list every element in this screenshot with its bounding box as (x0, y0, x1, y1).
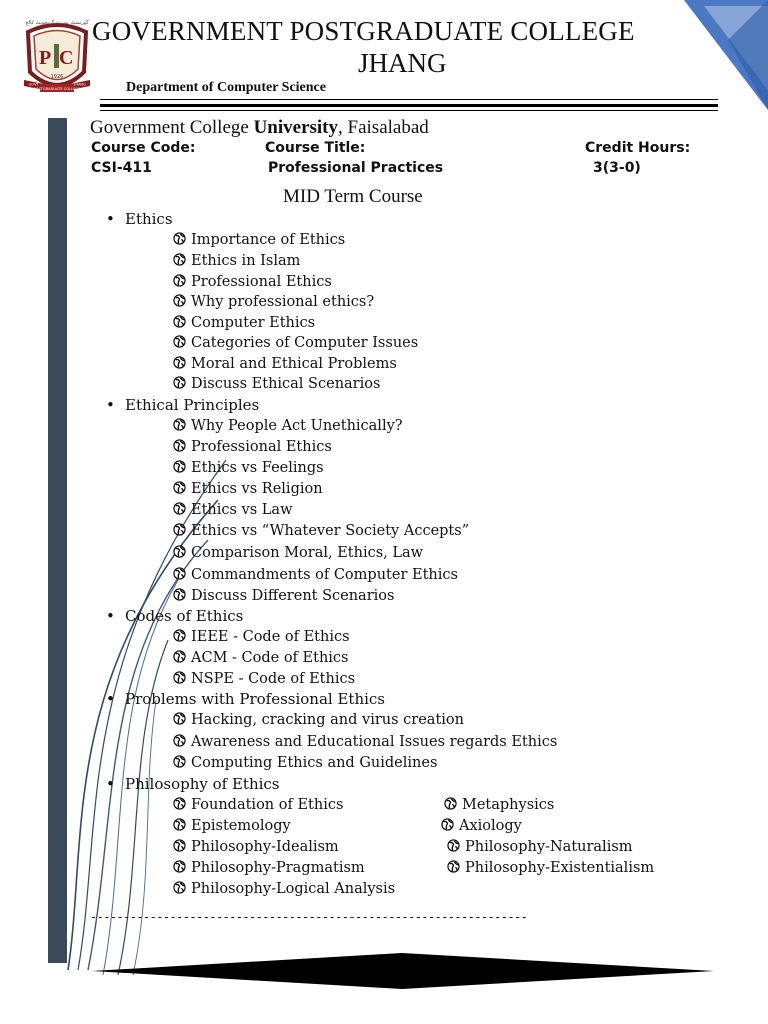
list-item: Axiology (441, 818, 522, 834)
svg-text:گورنمنٹ پوسٹ گریجویٹ کالج: گورنمنٹ پوسٹ گریجویٹ کالج (25, 20, 89, 26)
college-city: JHANG (358, 48, 447, 78)
globe-icon (173, 356, 186, 369)
svg-text:GOVT.: GOVT. (28, 82, 40, 87)
topic-heading: • Codes of Ethics (106, 607, 244, 625)
list-item: Foundation of Ethics (173, 797, 343, 813)
svg-text:1926: 1926 (50, 74, 64, 80)
list-item: Hacking, cracking and virus creation (173, 712, 464, 728)
course-code-label: Course Code: (91, 140, 196, 156)
globe-icon (173, 545, 186, 558)
list-item: Ethics vs Law (173, 502, 293, 518)
globe-icon (173, 671, 186, 684)
list-item: Awareness and Educational Issues regards Ethics (173, 734, 557, 750)
header-rule-middle (100, 104, 718, 107)
list-item: Metaphysics (444, 797, 554, 813)
globe-icon (447, 860, 460, 873)
list-item: Epistemology (173, 818, 291, 834)
globe-icon (173, 315, 186, 328)
bullet-icon: • (106, 775, 115, 793)
header-rule-bottom (100, 110, 718, 111)
list-item: Philosophy-Existentialism (447, 860, 654, 876)
footer-diamond-divider (92, 953, 714, 989)
topic-heading: • Ethical Principles (106, 396, 260, 414)
decorative-swoosh (48, 440, 228, 980)
course-title: Professional Practices (268, 160, 444, 176)
globe-icon (173, 650, 186, 663)
list-item: Ethics vs “Whatever Society Accepts” (173, 523, 469, 539)
bullet-icon: • (106, 210, 115, 228)
bullet-icon: • (106, 607, 115, 625)
globe-icon (173, 588, 186, 601)
globe-icon (173, 860, 186, 873)
list-item: Computing Ethics and Guidelines (173, 755, 437, 771)
list-item: IEEE - Code of Ethics (173, 629, 350, 645)
globe-icon (173, 460, 186, 473)
globe-icon (173, 567, 186, 580)
term-heading: MID Term Course (283, 186, 423, 207)
globe-icon (173, 881, 186, 894)
globe-icon (173, 523, 186, 536)
globe-icon (173, 439, 186, 452)
globe-icon (173, 253, 186, 266)
list-item: ACM - Code of Ethics (173, 650, 348, 666)
list-item: Moral and Ethical Problems (173, 356, 397, 372)
credit-hours: 3(3-0) (593, 160, 641, 176)
list-item: Philosophy-Idealism (173, 839, 339, 855)
course-title-label: Course Title: (265, 140, 366, 156)
university-name: Government College University, Faisalabad (90, 117, 429, 138)
credit-hours-label: Credit Hours: (585, 140, 691, 156)
globe-icon (173, 734, 186, 747)
college-title: GOVERNMENT POSTGRADUATE COLLEGE (92, 16, 635, 46)
globe-icon (173, 335, 186, 348)
list-item: Ethics vs Religion (173, 481, 323, 497)
list-item: Why professional ethics? (173, 294, 374, 310)
svg-text:POSTGRADUATE COLLEGE: POSTGRADUATE COLLEGE (33, 87, 81, 91)
topic-heading: • Problems with Professional Ethics (106, 690, 386, 708)
list-item: Professional Ethics (173, 439, 332, 455)
topic-heading: • Ethics (106, 210, 173, 228)
globe-icon (173, 839, 186, 852)
course-code: CSI-411 (91, 160, 152, 176)
list-item: Philosophy-Logical Analysis (173, 881, 395, 897)
svg-text:P: P (39, 47, 52, 69)
list-item: Categories of Computer Issues (173, 335, 418, 351)
svg-text:JHANG: JHANG (74, 82, 86, 87)
globe-icon (173, 274, 186, 287)
header-rule-top (100, 99, 718, 100)
dashed-divider: ------------------------------------------------------------------ (90, 910, 528, 924)
list-item: Ethics vs Feelings (173, 460, 324, 476)
list-item: Philosophy-Pragmatism (173, 860, 365, 876)
corner-accent (648, 0, 768, 110)
list-item: Commandments of Computer Ethics (173, 567, 458, 583)
list-item: Comparison Moral, Ethics, Law (173, 545, 423, 561)
list-item: Professional Ethics (173, 274, 332, 290)
bullet-icon: • (106, 396, 115, 414)
globe-icon (447, 839, 460, 852)
list-item: Discuss Different Scenarios (173, 588, 394, 604)
globe-icon (173, 755, 186, 768)
globe-icon (173, 818, 186, 831)
globe-icon (441, 818, 454, 831)
department-name: Department of Computer Science (126, 80, 326, 95)
college-logo (22, 14, 92, 104)
globe-icon (173, 376, 186, 389)
list-item: Importance of Ethics (173, 232, 345, 248)
globe-icon (444, 797, 457, 810)
list-item: Ethics in Islam (173, 253, 300, 269)
globe-icon (173, 629, 186, 642)
list-item: Discuss Ethical Scenarios (173, 376, 380, 392)
svg-text:C: C (59, 47, 74, 69)
globe-icon (173, 418, 186, 431)
globe-icon (173, 294, 186, 307)
list-item: NSPE - Code of Ethics (173, 671, 355, 687)
globe-icon (173, 232, 186, 245)
list-item: Computer Ethics (173, 315, 315, 331)
list-item: Philosophy-Naturalism (447, 839, 633, 855)
globe-icon (173, 712, 186, 725)
bullet-icon: • (106, 690, 115, 708)
globe-icon (173, 797, 186, 810)
topic-heading: • Philosophy of Ethics (106, 775, 280, 793)
globe-icon (173, 481, 186, 494)
globe-icon (173, 502, 186, 515)
list-item: Why People Act Unethically? (173, 418, 403, 434)
